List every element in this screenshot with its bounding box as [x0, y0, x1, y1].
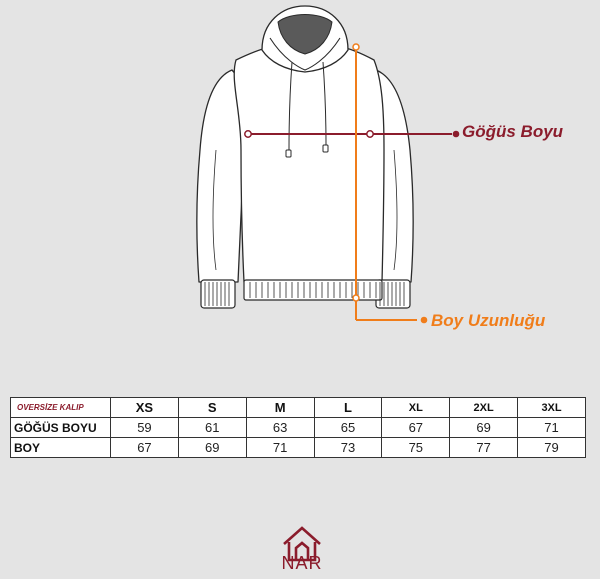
table-cell: 71 — [518, 418, 586, 438]
table-cell: 67 — [111, 438, 179, 458]
size-header: M — [246, 398, 314, 418]
table-row — [11, 438, 586, 458]
table-cell: 71 — [246, 438, 314, 458]
size-header: L — [314, 398, 382, 418]
size-header: XL — [382, 398, 450, 418]
hem-band — [244, 280, 382, 300]
table-cell: 59 — [111, 418, 179, 438]
row-label: GÖĞÜS BOYU — [11, 418, 111, 438]
table-cell: 63 — [246, 418, 314, 438]
size-header: 3XL — [518, 398, 586, 418]
size-header: 2XL — [450, 398, 518, 418]
table-cell: 67 — [382, 418, 450, 438]
table-cell: 75 — [382, 438, 450, 458]
table-cell: 61 — [178, 418, 246, 438]
size-header: XS — [111, 398, 179, 418]
size-header-row — [11, 398, 586, 418]
table-cell: 79 — [518, 438, 586, 458]
table-cell: 77 — [450, 438, 518, 458]
size-header: S — [178, 398, 246, 418]
row-label: BOY — [11, 438, 111, 458]
left-cuff — [201, 280, 235, 308]
chest-measure-label: Göğüs Boyu — [462, 122, 564, 141]
table-cell: 69 — [450, 418, 518, 438]
table-cell: 73 — [314, 438, 382, 458]
hoodie-body — [234, 45, 384, 282]
brand-name: NAR — [281, 553, 323, 573]
length-measure-label: Boy Uzunluğu — [431, 311, 546, 330]
fit-type-label: OVERSİZE KALIP — [11, 398, 111, 418]
size-chart-table — [10, 397, 586, 458]
table-cell: 69 — [178, 438, 246, 458]
table-cell: 65 — [314, 418, 382, 438]
table-row — [11, 418, 586, 438]
